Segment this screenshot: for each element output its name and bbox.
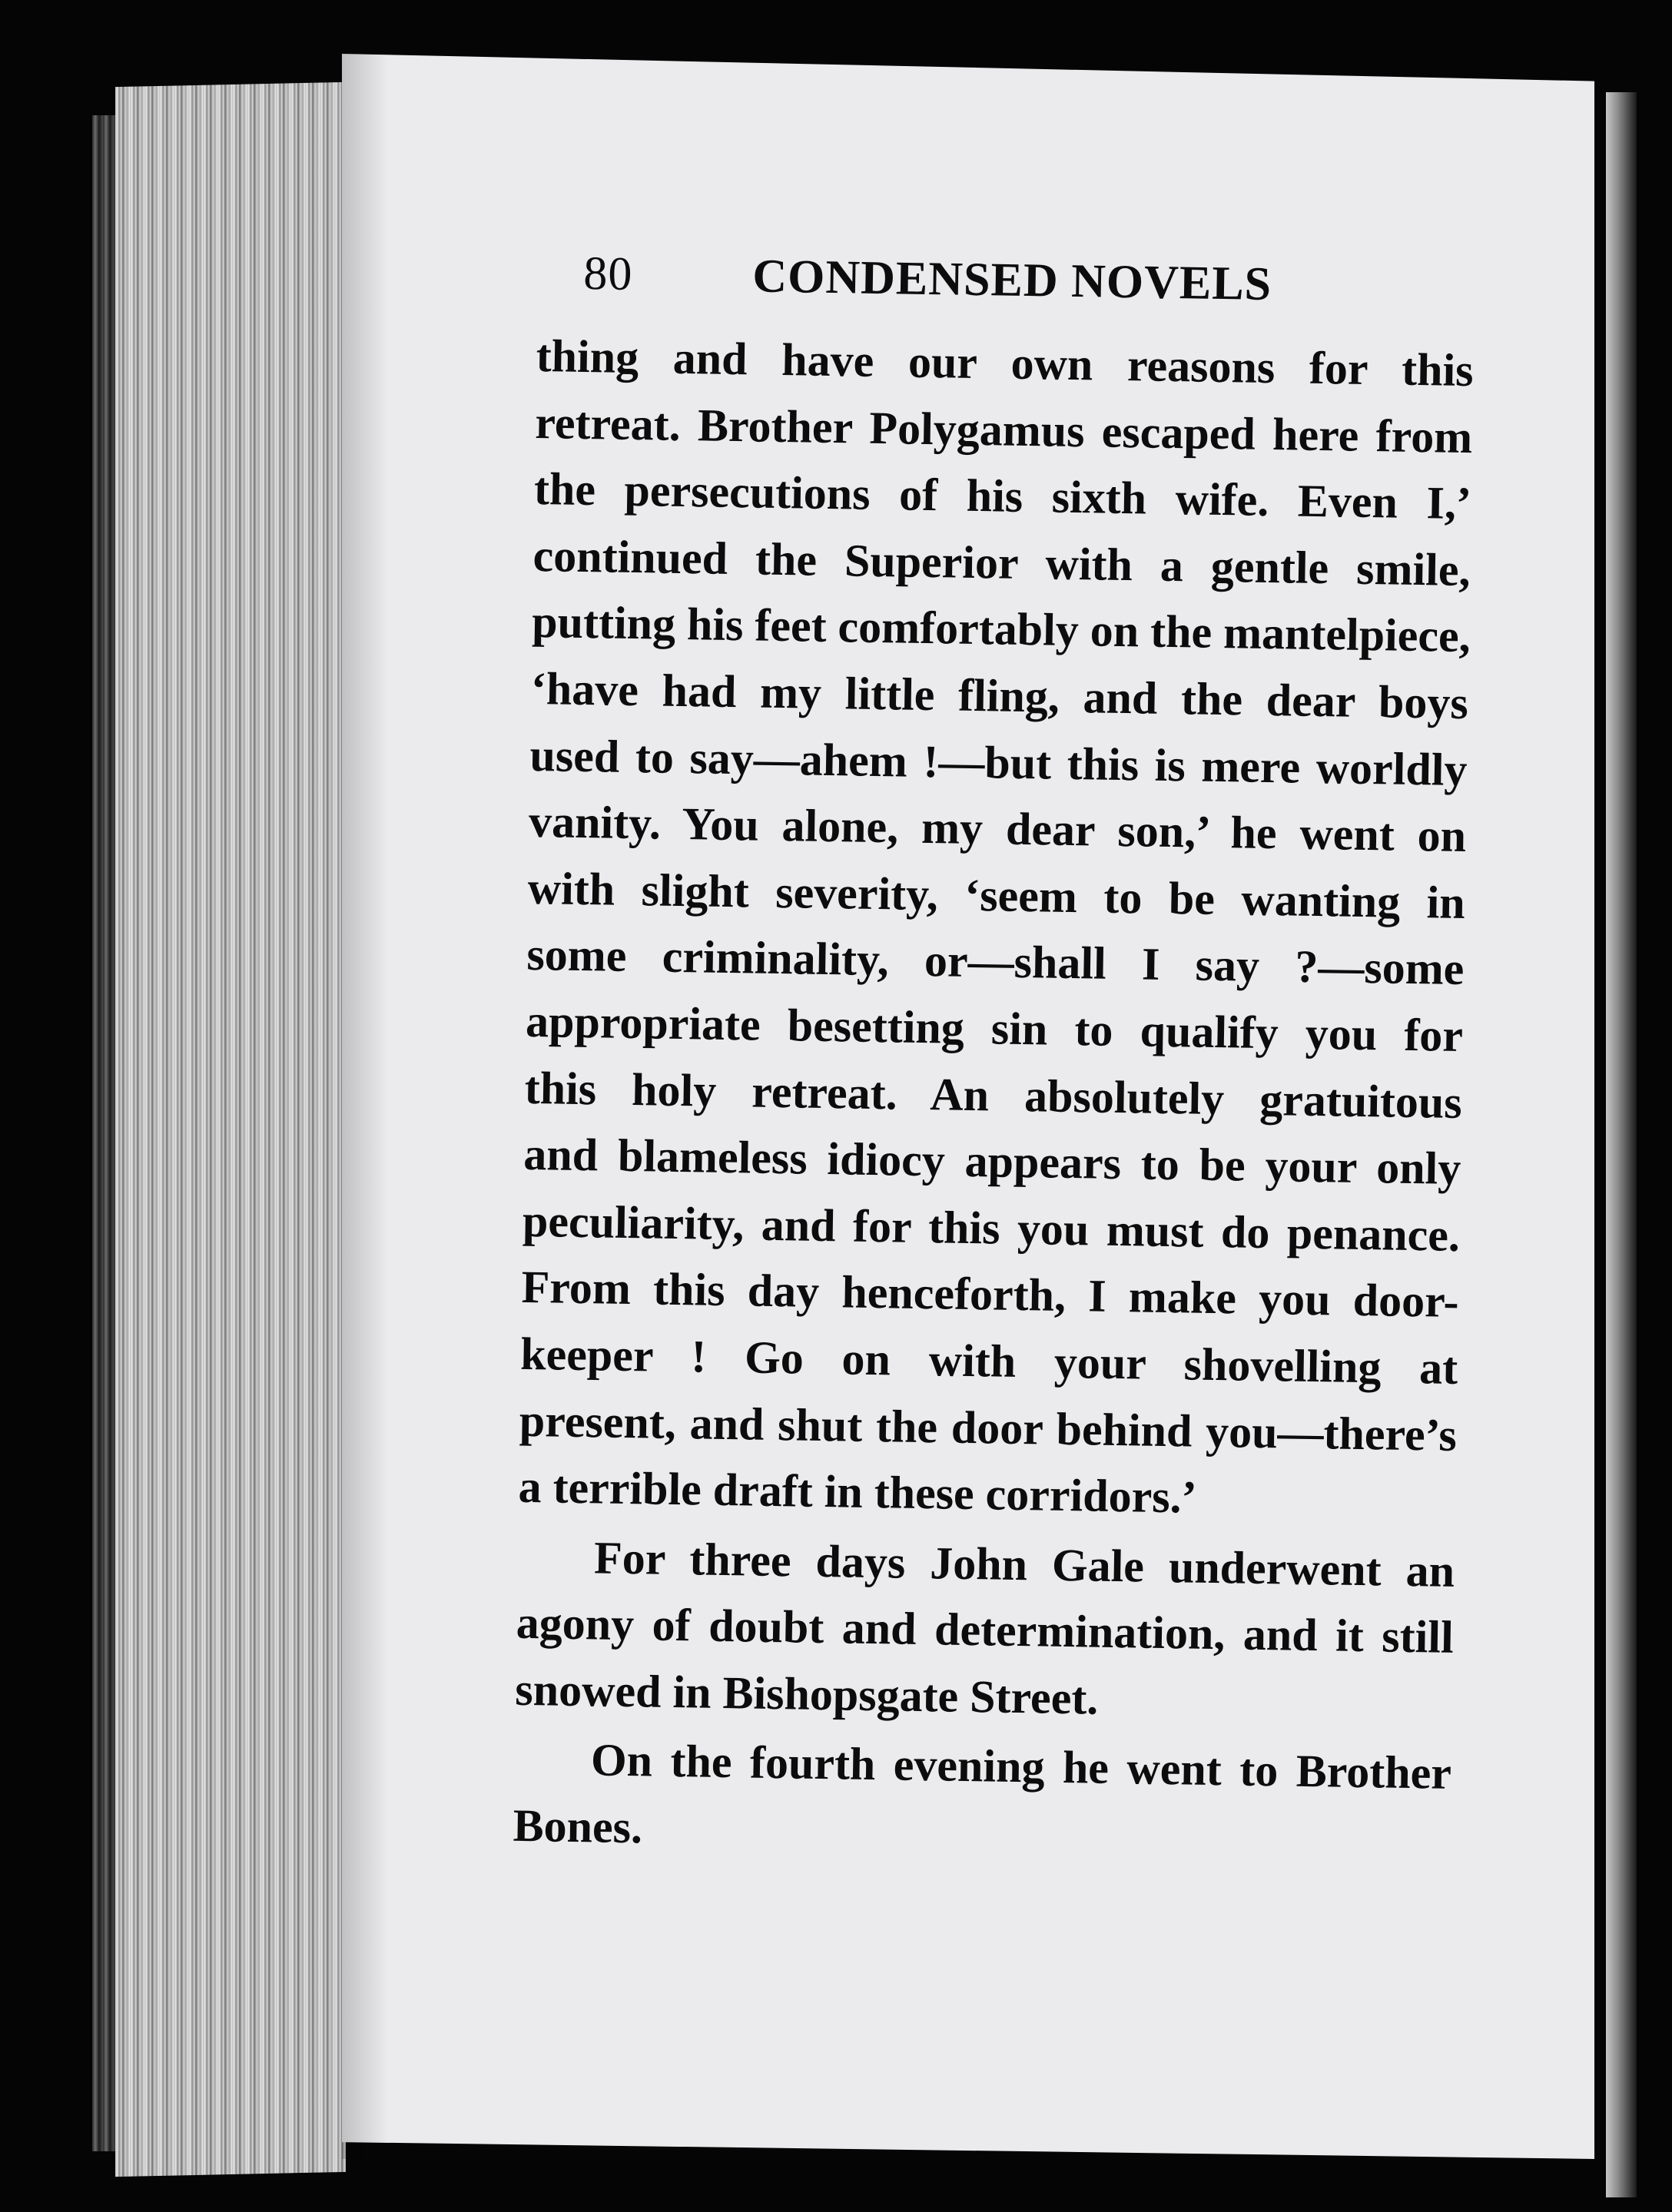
text-line: a terrible draft in these corridors.’ — [518, 1461, 1198, 1523]
text-line: putting his feet comfortably on the mantelpiece, — [531, 596, 1471, 662]
text-line: with slight severity, ‘seem to be wanting in — [527, 862, 1466, 928]
text-line: For three days John Gale underwent an — [593, 1532, 1455, 1597]
page-number: 80 — [582, 247, 633, 300]
text-line: present, and shut the door behind you—there’s — [519, 1395, 1458, 1461]
text-line: the persecutions of his sixth wife. Even I,’ — [533, 463, 1472, 529]
text-line: and blameless idiocy appears to be your only — [522, 1128, 1461, 1195]
gutter-shadow — [342, 54, 388, 2159]
text-line: From this day henceforth, I make you door- — [521, 1262, 1460, 1328]
page-edges — [115, 82, 346, 2177]
book-title: CONDENSED NOVELS — [751, 250, 1272, 311]
text-line: On the fourth evening he went to Brother — [590, 1734, 1452, 1799]
text-line: appropriate besetting sin to qualify you for — [525, 995, 1464, 1061]
text-line: snowed in Bishopsgate Street. — [514, 1663, 1099, 1724]
text-block — [513, 246, 1506, 1874]
text-line: peculiarity, and for this you must do penance. — [522, 1195, 1461, 1261]
text-line: used to say—ahem !—but this is mere worldly — [529, 729, 1468, 795]
text-line: keeper ! Go on with your shovelling at — [519, 1328, 1458, 1394]
running-head — [582, 247, 1505, 338]
text-line: thing and have our own reasons for this — [536, 330, 1475, 396]
text-line: some criminality, or—shall I say ?—some — [526, 929, 1465, 995]
text-line: ‘have had my little fling, and the dear boys — [530, 662, 1469, 729]
text-line: continued the Superior with a gentle smile, — [532, 529, 1471, 595]
text-line: retreat. Brother Polygamus escaped here from — [534, 396, 1473, 463]
text-line: Bones. — [513, 1799, 643, 1853]
text-line: this holy retreat. An absolutely gratuitous — [524, 1062, 1463, 1128]
right-page-edge — [1606, 92, 1637, 2197]
text-line: vanity. You alone, my dear son,’ he went on — [528, 796, 1467, 862]
text-line: agony of doubt and determination, and it still — [516, 1597, 1455, 1663]
